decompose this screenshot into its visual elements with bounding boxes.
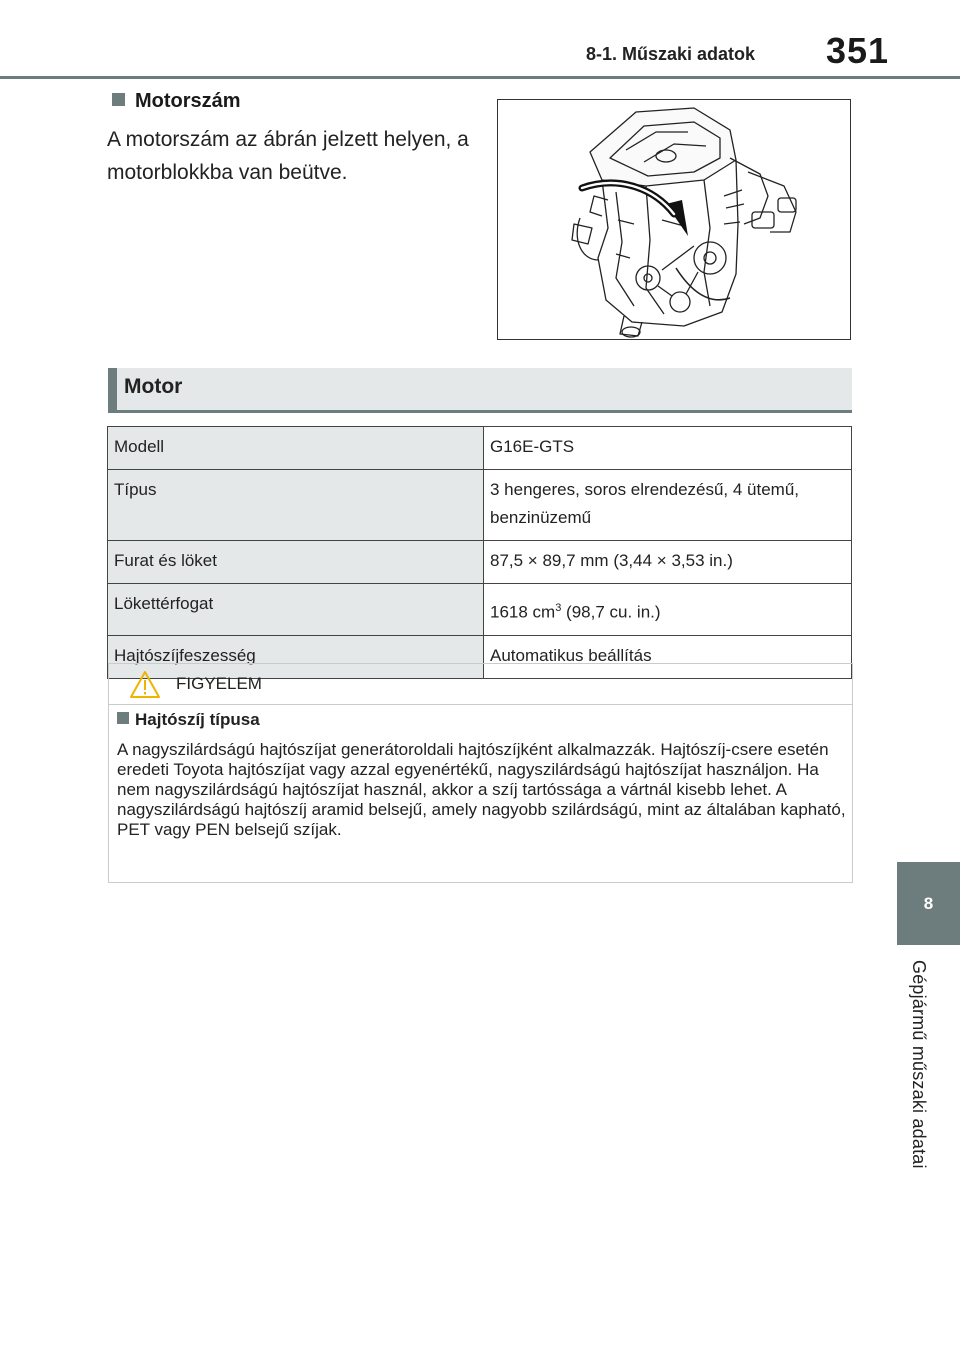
chapter-number: 8: [923, 894, 934, 913]
caution-box: [108, 663, 853, 883]
spec-value: G16E-GTS: [484, 427, 852, 470]
header-rule: [0, 76, 960, 79]
table-row: [108, 427, 852, 470]
square-bullet-icon: [117, 712, 129, 724]
motor-number-heading: [112, 90, 241, 113]
spec-label: Hajtószíjfeszesség: [108, 635, 484, 678]
caution-subheading: [117, 710, 260, 730]
spec-value: 3 hengeres, soros elrendezésű, 4 ütemű, benzinüzemű: [484, 470, 852, 541]
square-bullet-icon: [112, 93, 125, 106]
engine-spec-table: [107, 426, 852, 679]
displacement-value-imperial: (98,7 cu. in.): [561, 602, 661, 622]
caution-title: FIGYELEM: [176, 674, 262, 693]
caution-body: A nagyszilárdságú hajtószíjat generátoroldali hajtószíjként alkalmazzák. Hajtószíj-csere esetén eredeti Toyota hajtószíjat vagy azzal egyenértékű, nagyszilárdságú hajtószíjat használjon. Ha nem nagyszilárdságú hajtószíjat használ, akkor a szíj tartóssága a vártnál kisebb lehet. A nagyszilárdságú hajtószíj aramid belsejű, amely nagyobb szilárdságú, mint az általában kapható, PET vagy PEN belsejű szíjak.: [117, 740, 846, 839]
spec-value: 87,5 × 89,7 mm (3,44 × 3,53 in.): [484, 541, 852, 584]
motor-number-description: A motorszám az ábrán jelzett helyen, a motorblokkba van beütve.: [107, 128, 469, 184]
warning-triangle-icon: [129, 670, 161, 700]
section-title-accent: [108, 368, 117, 413]
motor-section-title: [108, 368, 852, 413]
motor-number-heading-text: Motorszám: [135, 90, 241, 112]
spec-label: Furat és löket: [108, 541, 484, 584]
table-row: [108, 470, 852, 541]
engine-drawing: [498, 100, 850, 339]
spec-value: Automatikus beállítás: [484, 635, 852, 678]
caution-header: [109, 664, 852, 705]
section-title-header: 8-1. Műszaki adatok: [586, 44, 756, 64]
spec-label: Típus: [108, 470, 484, 541]
chapter-tab: [897, 862, 960, 945]
chapter-title-vertical: Gépjármű műszaki adatai: [909, 960, 929, 1169]
table-row: [108, 584, 852, 636]
displacement-value: 1618 cm: [490, 602, 556, 622]
motor-section-title-text: Motor: [124, 375, 183, 398]
spec-value: [484, 584, 852, 636]
spec-label: Lökettérfogat: [108, 584, 484, 636]
engine-illustration: [497, 99, 851, 340]
spec-label: Modell: [108, 427, 484, 470]
caution-subheading-text: Hajtószíj típusa: [135, 710, 260, 729]
displacement-unit-exponent: 3: [555, 602, 562, 614]
page-number: 351: [826, 30, 890, 71]
table-row: [108, 541, 852, 584]
